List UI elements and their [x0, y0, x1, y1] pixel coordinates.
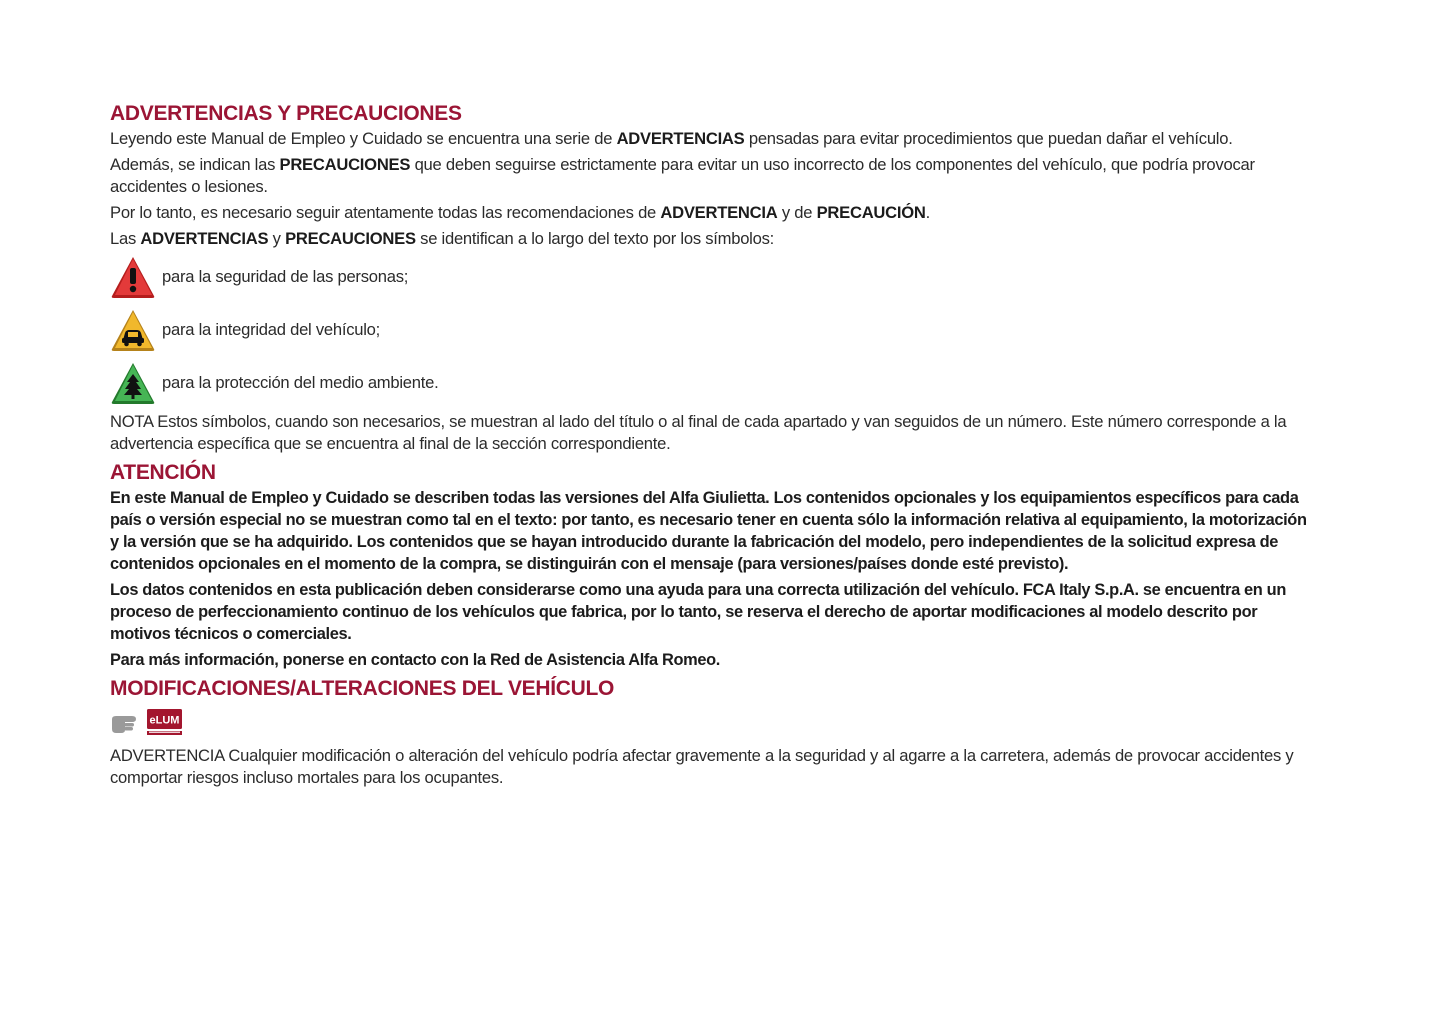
vehicle-caution-icon: [110, 307, 156, 353]
symbol-label-personas: para la seguridad de las personas;: [162, 266, 409, 286]
heading-modificaciones: MODIFICACIONES/ALTERACIONES DEL VEHÍCULO: [110, 677, 615, 700]
elum-indicator: [110, 703, 1315, 743]
paragraph-recomendaciones: Por lo tanto, es necesario seguir atentamente todas las recomendaciones de ADVERTENCIA y de PRECAUCIÓN.: [110, 203, 931, 222]
heading-advertencias: ADVERTENCIAS Y PRECAUCIONES: [110, 102, 462, 125]
environment-tree-icon: [110, 360, 156, 406]
symbol-row-ambiente: [110, 356, 1315, 409]
paragraph-simbolos: Las ADVERTENCIAS y PRECAUCIONES se identifican a lo largo del texto por los símbolos:: [110, 229, 774, 248]
paragraph-nota: NOTA Estos símbolos, cuando son necesarios, se muestran al lado del título o al final de cada apartado y van seguidos de un número. Este número corresponde a la advertencia específica que se encuentra al final de la sección correspondiente.: [110, 412, 1287, 453]
symbol-row-personas: [110, 250, 1315, 303]
paragraph-precauciones: Además, se indican las PRECAUCIONES que deben seguirse estrictamente para evitar un uso incorrecto de los componentes del vehículo, que podría provocar accidentes o lesiones.: [110, 155, 1255, 196]
symbol-label-ambiente: para la protección del medio ambiente.: [162, 372, 439, 392]
paragraph-atencion-datos: Los datos contenidos en esta publicación deben considerarse como una ayuda para una correcta utilización del vehículo. FCA Italy S.p.A. se encuentra en un proceso de perfeccionamiento continuo de los vehículos que fabrica, por lo tanto, se reserva el derecho de aportar modificaciones al modelo descrito por motivos técnicos o comerciales.: [110, 581, 1286, 643]
symbol-row-vehiculo: [110, 303, 1315, 356]
symbol-label-vehiculo: para la integridad del vehículo;: [162, 319, 381, 339]
paragraph-advertencia-modificaciones: ADVERTENCIA Cualquier modificación o alteración del vehículo podría afectar gravemente a la seguridad y al agarre a la carretera, además de provocar accidentes y comportar riesgos incluso mortales para los ocupantes.: [110, 746, 1294, 787]
paragraph-atencion-contacto: Para más información, ponerse en contacto con la Red de Asistencia Alfa Romeo.: [110, 651, 720, 669]
paragraph-atencion-versiones: En este Manual de Empleo y Cuidado se describen todas las versiones del Alfa Giulietta. Los contenidos opcionales y los equipamientos específicos para cada país o versión especial no se muestran como tal en el texto: por tanto, es necesario tener en cuenta sólo la información relativa al equipamiento, la motorización y la versión que se ha adquirido. Los contenidos que se hayan introducido durante la fabricación del modelo, pero independientes de la solicitud expresa de contenidos opcionales en el momento de la compra, se distinguirán con el mensaje (para versiones/países donde esté previsto).: [110, 489, 1307, 573]
paragraph-intro: Leyendo este Manual de Empleo y Cuidado se encuentra una serie de ADVERTENCIAS pensadas para evitar procedimientos que puedan dañar el vehículo.: [110, 129, 1233, 148]
elum-badge-icon: [146, 708, 184, 738]
elum-badge-label: eLUM: [149, 714, 180, 727]
warning-person-icon: [110, 254, 156, 300]
page-content: [110, 100, 1315, 793]
pointing-hand-icon: [110, 711, 146, 735]
heading-atencion: ATENCIÓN: [110, 461, 216, 484]
